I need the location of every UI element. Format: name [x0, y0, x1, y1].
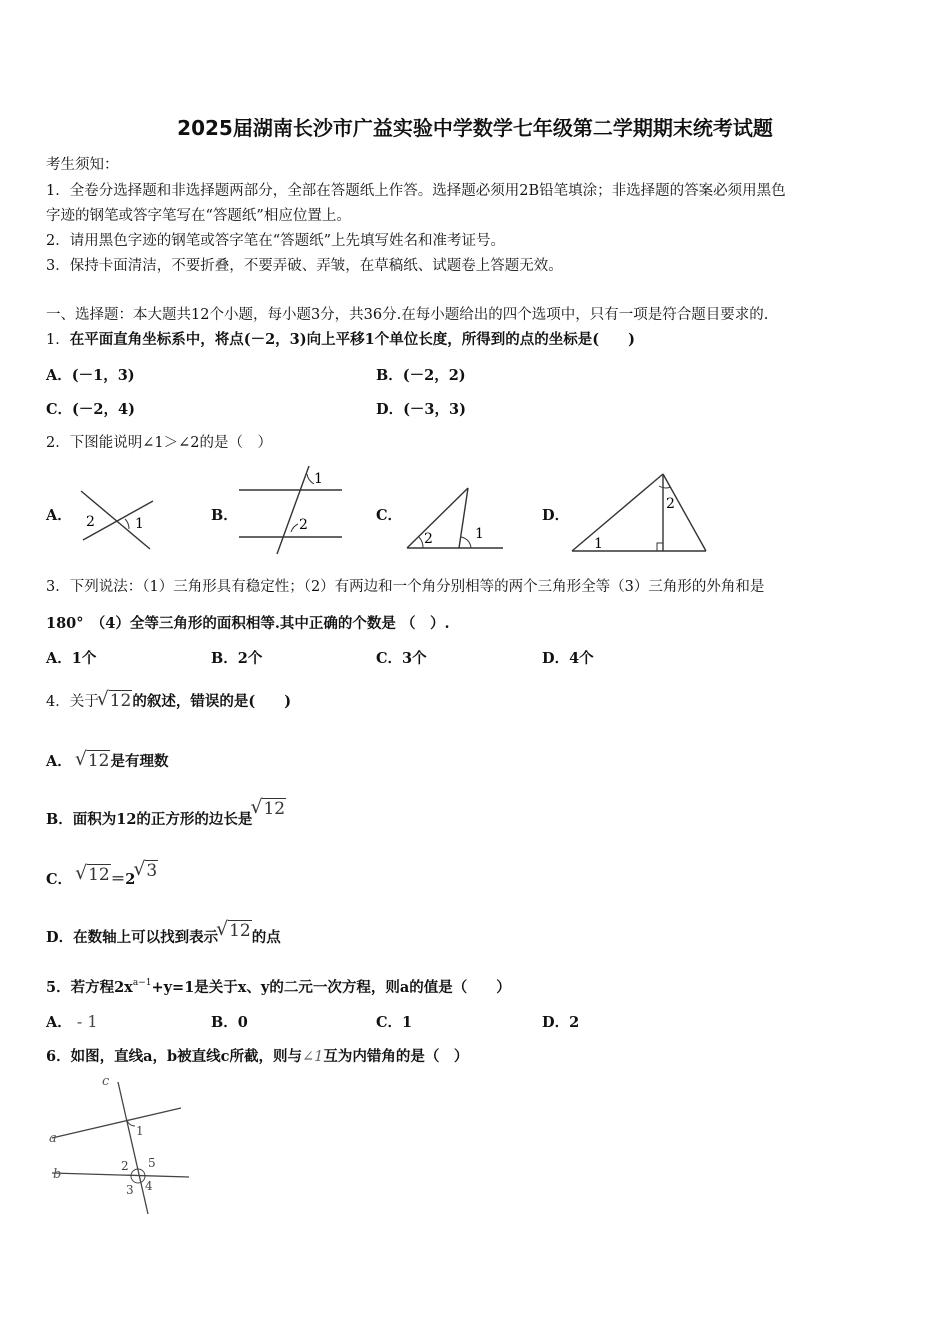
q5-stem-post: +y=1是关于x、y的二元一次方程，则a的值是（ ） [151, 979, 511, 996]
q6-label-b: b [53, 1167, 62, 1182]
q1-option-c: C．(－2，4) [46, 401, 135, 418]
q4-c-sqrt-3 [135, 863, 158, 880]
q4-c-radicand-12: 12 [88, 865, 110, 885]
q5-stem-pre: 5．若方程2x [46, 979, 133, 996]
q5-a-label: A． [46, 1014, 72, 1031]
q5-a-value: - 1 [76, 1012, 98, 1031]
q3-option-d: D．4个 [542, 650, 594, 667]
q4-option-c [46, 861, 158, 889]
q4-a-text: 是有理数 [110, 753, 169, 770]
q6-angle: ∠1 [301, 1049, 324, 1065]
q6-stem-b: 互为内错角的是（ ） [323, 1048, 469, 1065]
q2-option-b: B． [211, 507, 238, 524]
q2c-label-1: 1 [475, 526, 484, 542]
q2-option-d: D． [542, 507, 570, 524]
q2c-label-2: 2 [424, 531, 433, 547]
q3-option-a: A．1个 [46, 650, 97, 667]
q4-sqrt [99, 693, 133, 710]
q6-label-c: c [102, 1074, 110, 1089]
q6-label-a: a [49, 1131, 57, 1146]
q6-label-2: 2 [121, 1159, 129, 1173]
q2-stem: 2．下图能说明∠1＞∠2的是（ ） [46, 435, 272, 451]
q6-label-3: 3 [126, 1183, 134, 1197]
q4-a-sqrt [77, 753, 111, 770]
q2d-label-2: 2 [666, 496, 675, 512]
q4-c-label: C． [46, 871, 73, 888]
q2-figure-a [75, 485, 160, 555]
q1-text: 在平面直角坐标系中，将点(－2，3)向上平移1个单位长度，所得到的点的坐标是( ) [69, 331, 635, 348]
q4-c-radicand-3: 3 [146, 861, 158, 881]
q3-line-2: 180° （4）全等三角形的面积相等.其中正确的个数是 （ ）. [46, 615, 450, 632]
q5-option-b: B．0 [211, 1014, 248, 1031]
q4-c-sqrt-12 [77, 867, 111, 884]
q5-option-d: D．2 [542, 1014, 580, 1031]
q5-option-c: C．1 [376, 1014, 413, 1031]
notice-line-1a: 1．全卷分选择题和非选择题两部分，全部在答题纸上作答。选择题必须用2B铅笔填涂；非选择题的答案必须用黑色 [46, 183, 786, 199]
q1-option-b: B．(－2，2) [376, 367, 466, 384]
q5-option-a [46, 1011, 98, 1032]
q6-label-5: 5 [148, 1156, 156, 1170]
q4-b-radicand: 12 [263, 799, 286, 819]
q1-option-d: D．(－3，3) [376, 401, 466, 418]
q4-radicand: 12 [109, 691, 132, 711]
q2a-label-1: 1 [135, 516, 144, 532]
q3-line-1: 3．下列说法：（1）三角形具有稳定性；（2）有两边和一个角分别相等的两个三角形全等（3）三角形的外角和是 [46, 579, 765, 595]
q4-b-sqrt [252, 801, 286, 818]
q4-a-radicand: 12 [87, 751, 110, 771]
q4-option-a [46, 750, 168, 771]
page-title: 2025届湖南长沙市广益实验中学数学七年级第二学期期末统考试题 [177, 116, 773, 140]
q4-d-sqrt [218, 923, 252, 940]
q2-option-a: A． [46, 507, 72, 524]
q1-option-a: A．(－1，3) [46, 367, 135, 384]
q3-option-c: C．3个 [376, 650, 427, 667]
notice-line-3: 3．保持卡面清洁，不要折叠，不要弄破、弄皱，在草稿纸、试题卷上答题无效。 [46, 258, 563, 274]
q2d-label-1: 1 [594, 536, 603, 552]
q4-option-d [46, 921, 281, 947]
q6-stem [46, 1045, 468, 1066]
q4-b-text: B．面积为12的正方形的边长是 [46, 811, 253, 828]
q2-figure-c [403, 483, 508, 555]
q6-stem-a: 6．如图，直线a，b被直线c所截，则与 [46, 1048, 302, 1065]
q4-c-eq: ＝2 [110, 871, 136, 888]
q4-d-text: D．在数轴上可以找到表示 [46, 929, 219, 946]
q4-stem-post: 的叙述，错误的是( ) [132, 693, 292, 710]
q2-figure-b [235, 462, 345, 558]
q4-d-post: 的点 [251, 929, 281, 946]
q4-stem-pre: 4．关于 [46, 694, 99, 710]
q6-label-4: 4 [145, 1179, 153, 1193]
q2-figure-d [568, 470, 710, 556]
q4-a-label: A． [46, 753, 72, 770]
q1-stem [46, 328, 635, 349]
q4-option-b [46, 799, 286, 829]
q4-stem [46, 690, 291, 711]
section-heading: 一、选择题：本大题共12个小题，每小题3分，共36分.在每小题给出的四个选项中，只有一项是符合题目要求的. [46, 307, 769, 323]
q2b-label-1: 1 [314, 471, 323, 487]
q5-exponent: a−1 [132, 978, 152, 988]
q2-option-c: C． [376, 507, 403, 524]
q1-number: 1． [46, 332, 70, 348]
q6-figure [44, 1072, 194, 1220]
q4-d-radicand: 12 [229, 921, 251, 941]
q2a-label-2: 2 [86, 514, 95, 530]
q5-stem [46, 976, 511, 997]
q3-option-b: B．2个 [211, 650, 263, 667]
q2b-label-2: 2 [299, 517, 308, 533]
notice-line-2: 2．请用黑色字迹的钢笔或答字笔在“答题纸”上先填写姓名和准考证号。 [46, 233, 506, 249]
notice-heading: 考生须知： [46, 157, 119, 173]
q6-label-1: 1 [136, 1124, 144, 1138]
notice-line-1b: 字迹的钢笔或答字笔写在“答题纸”相应位置上。 [46, 208, 351, 224]
